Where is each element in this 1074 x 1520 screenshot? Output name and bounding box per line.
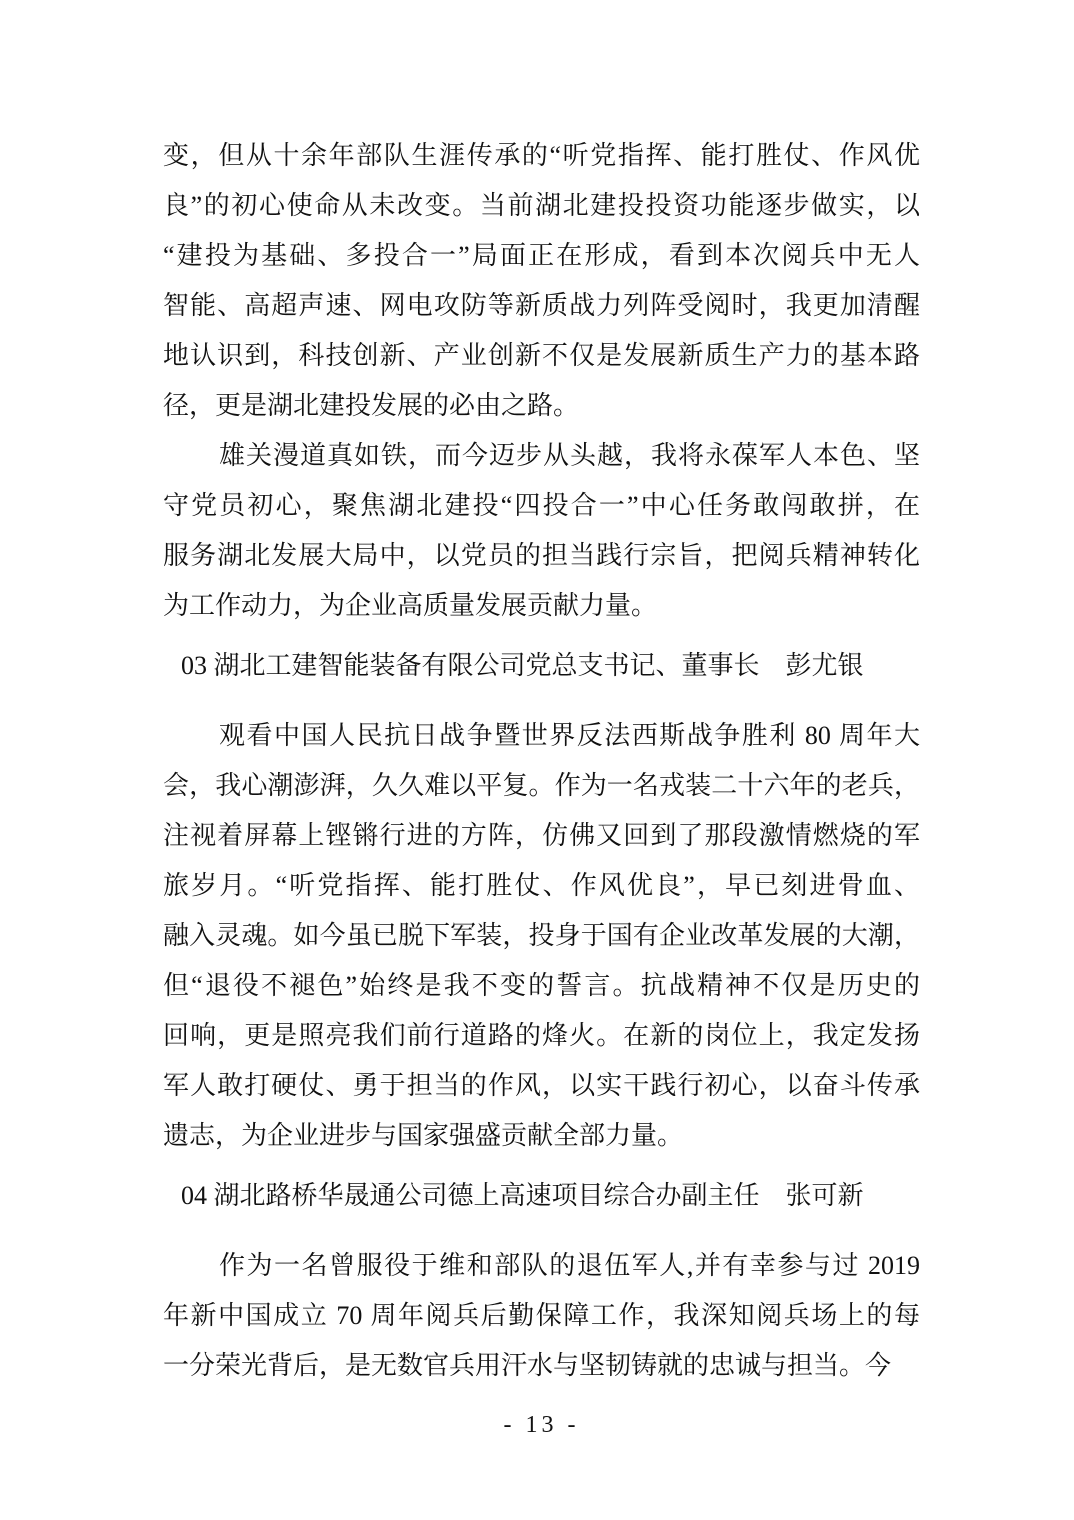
text-line: 军人敢打硬仗、勇于担当的作风，以实干践行初心，以奋斗传承 (163, 1071, 920, 1100)
text-line: 服务湖北发展大局中，以党员的担当践行宗旨，把阅兵精神转化 (163, 541, 920, 570)
text-line: 观看中国人民抗日战争暨世界反法西斯战争胜利 80 周年大 (219, 721, 920, 750)
text-line: 融入灵魂。如今虽已脱下军装，投身于国有企业改革发展的大潮， (163, 921, 920, 950)
text-line: 变，但从十余年部队生涯传承的“听党指挥、能打胜仗、作风优 (163, 141, 920, 170)
text-line: 径，更是湖北建投发展的必由之路。 (163, 391, 580, 420)
text-line: “建投为基础、多投合一”局面正在形成，看到本次阅兵中无人 (163, 241, 920, 270)
text-line: 一分荣光背后，是无数官兵用汗水与坚韧铸就的忠诚与担当。今 (163, 1351, 892, 1380)
section-heading: 03 湖北工建智能装备有限公司党总支书记、董事长 彭尤银 (181, 651, 864, 680)
document-body (163, 131, 920, 1391)
text-line: 遗志，为企业进步与国家强盛贡献全部力量。 (163, 1121, 684, 1150)
paragraph (163, 131, 920, 431)
text-line: 雄关漫道真如铁，而今迈步从头越，我将永葆军人本色、坚 (219, 441, 920, 470)
text-line: 会，我心潮澎湃，久久难以平复。作为一名戎装二十六年的老兵， (163, 771, 920, 800)
text-line: 旅岁月。“听党指挥、能打胜仗、作风优良”，早已刻进骨血、 (163, 871, 920, 900)
page-number: - 13 - (503, 1412, 580, 1438)
text-line: 作为一名曾服役于维和部队的退伍军人,并有幸参与过 2019 (219, 1251, 920, 1280)
text-line: 为工作动力，为企业高质量发展贡献力量。 (163, 591, 658, 620)
text-line: 守党员初心，聚焦湖北建投“四投合一”中心任务敢闯敢拼，在 (163, 491, 920, 520)
text-line: 注视着屏幕上铿锵行进的方阵，仿佛又回到了那段激情燃烧的军 (163, 821, 920, 850)
text-line: 回响，更是照亮我们前行道路的烽火。在新的岗位上，我定发扬 (163, 1021, 920, 1050)
text-line: 年新中国成立 70 周年阅兵后勤保障工作，我深知阅兵场上的每 (163, 1301, 920, 1330)
text-line: 地认识到，科技创新、产业创新不仅是发展新质生产力的基本路 (163, 341, 920, 370)
text-line: 但“退役不褪色”始终是我不变的誓言。抗战精神不仅是历史的 (163, 971, 920, 1000)
paragraph (163, 1241, 920, 1391)
section-heading: 04 湖北路桥华晟通公司德上高速项目综合办副主任 张可新 (181, 1181, 864, 1210)
paragraph (163, 711, 920, 1161)
paragraph (163, 431, 920, 631)
text-line: 智能、高超声速、网电攻防等新质战力列阵受阅时，我更加清醒 (163, 291, 920, 320)
text-line: 良”的初心使命从未改变。当前湖北建投投资功能逐步做实，以 (163, 191, 920, 220)
